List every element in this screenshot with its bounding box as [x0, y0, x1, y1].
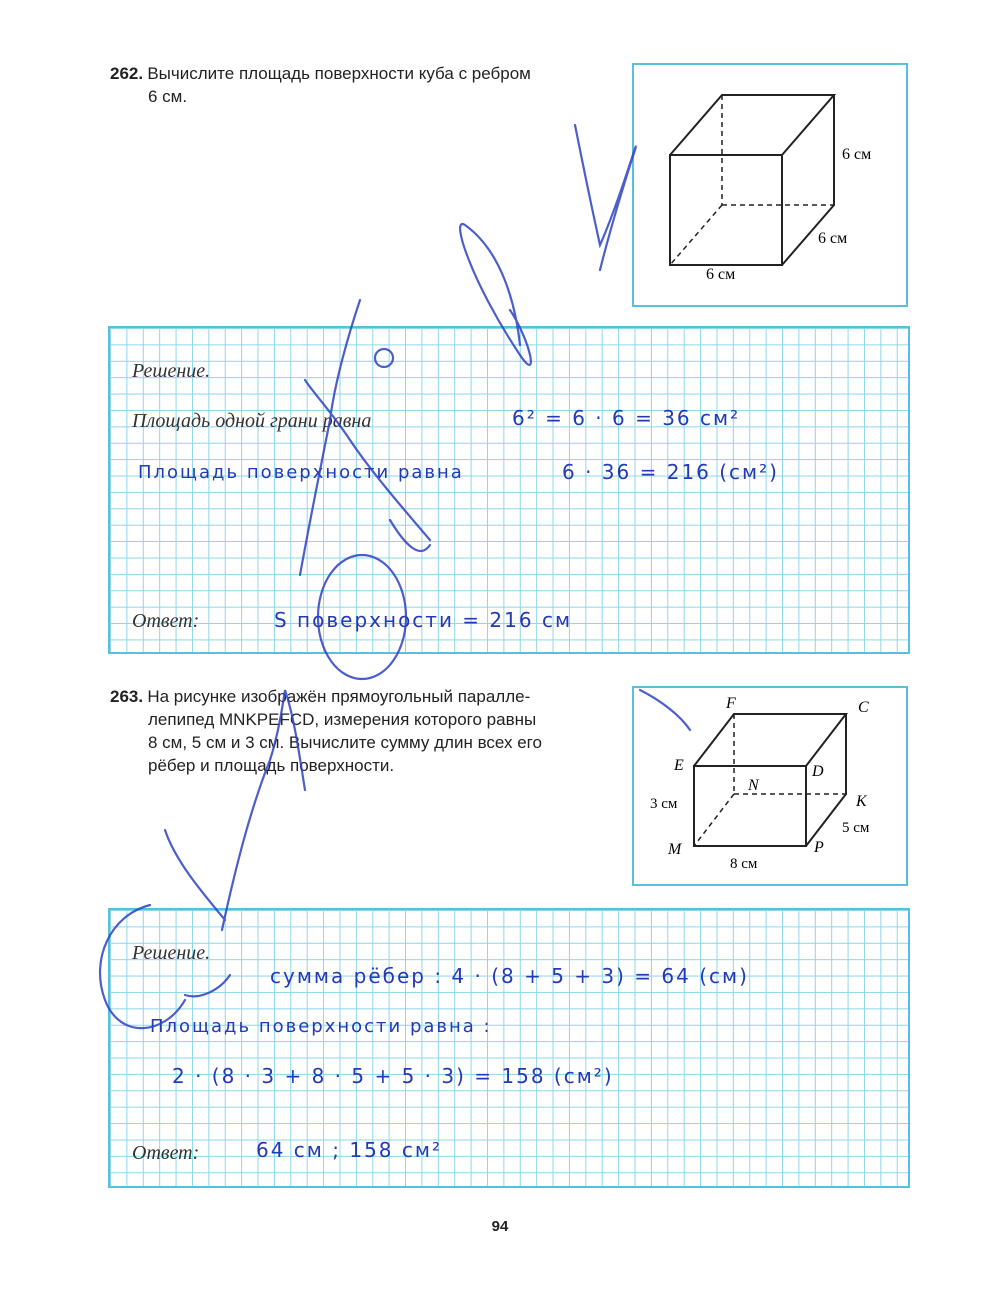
answer-label: Ответ:	[132, 1142, 200, 1164]
task-text-line: 6 см.	[148, 87, 188, 106]
solution-grid-262	[108, 326, 910, 654]
handwritten-answer: S поверхности = 216 см	[274, 608, 573, 632]
dimension-length: 8 см	[730, 856, 758, 872]
edge-label-bottom: 6 см	[706, 266, 736, 283]
cube-drawing	[634, 65, 906, 305]
handwritten-surface-calc: 6 · 36 = 216 (см²)	[562, 460, 779, 484]
task-number: 262.	[110, 64, 144, 83]
task-number: 263.	[110, 687, 144, 706]
task-text-line: 8 см, 5 см и 3 см. Вычислите сумму длин всех его	[148, 733, 542, 752]
parallelepiped-drawing	[634, 688, 906, 884]
printed-prompt: Площадь одной грани равна	[132, 410, 372, 432]
solution-label: Решение.	[132, 360, 211, 382]
vertex-label: N	[748, 777, 759, 794]
edge-label-side: 6 см	[818, 230, 848, 247]
cube-figure	[632, 63, 908, 307]
dimension-depth: 5 см	[842, 820, 870, 836]
handwritten-surface-text: Площадь поверхности равна	[138, 462, 464, 483]
task-text-line: лепипед MNKPEFCD, измерения которого равны	[148, 710, 537, 729]
vertex-label: M	[668, 841, 682, 858]
handwritten-edge-sum: сумма рёбер : 4 · (8 + 5 + 3) = 64 (см)	[270, 964, 749, 988]
parallelepiped-figure	[632, 686, 908, 886]
vertex-label: K	[856, 793, 867, 810]
solution-grid-263	[108, 908, 910, 1188]
handwritten-answer: 64 см ; 158 см²	[256, 1138, 442, 1162]
vertex-label: P	[814, 839, 824, 856]
dimension-height: 3 см	[650, 796, 678, 812]
task-262	[110, 62, 620, 108]
task-text-line: Вычислите площадь поверхности куба с ребром	[147, 64, 531, 83]
solution-label: Решение.	[132, 942, 211, 964]
edge-label-top: 6 см	[842, 146, 872, 163]
handwritten-face-area: 6² = 6 · 6 = 36 см²	[512, 406, 741, 430]
vertex-label: D	[812, 763, 824, 780]
answer-label: Ответ:	[132, 610, 200, 632]
task-text-line: рёбер и площадь поверхности.	[148, 756, 395, 775]
page-number: 94	[491, 1218, 509, 1235]
handwritten-surface-calc: 2 · (8 · 3 + 8 · 5 + 5 · 3) = 158 (см²)	[172, 1064, 614, 1088]
vertex-label: C	[858, 699, 869, 716]
task-text-line: На рисунке изображён прямоугольный паралле-	[147, 687, 531, 706]
vertex-label: E	[674, 757, 684, 774]
task-263	[110, 685, 620, 777]
vertex-label: F	[726, 695, 736, 712]
handwritten-surface-text: Площадь поверхности равна :	[150, 1016, 492, 1037]
